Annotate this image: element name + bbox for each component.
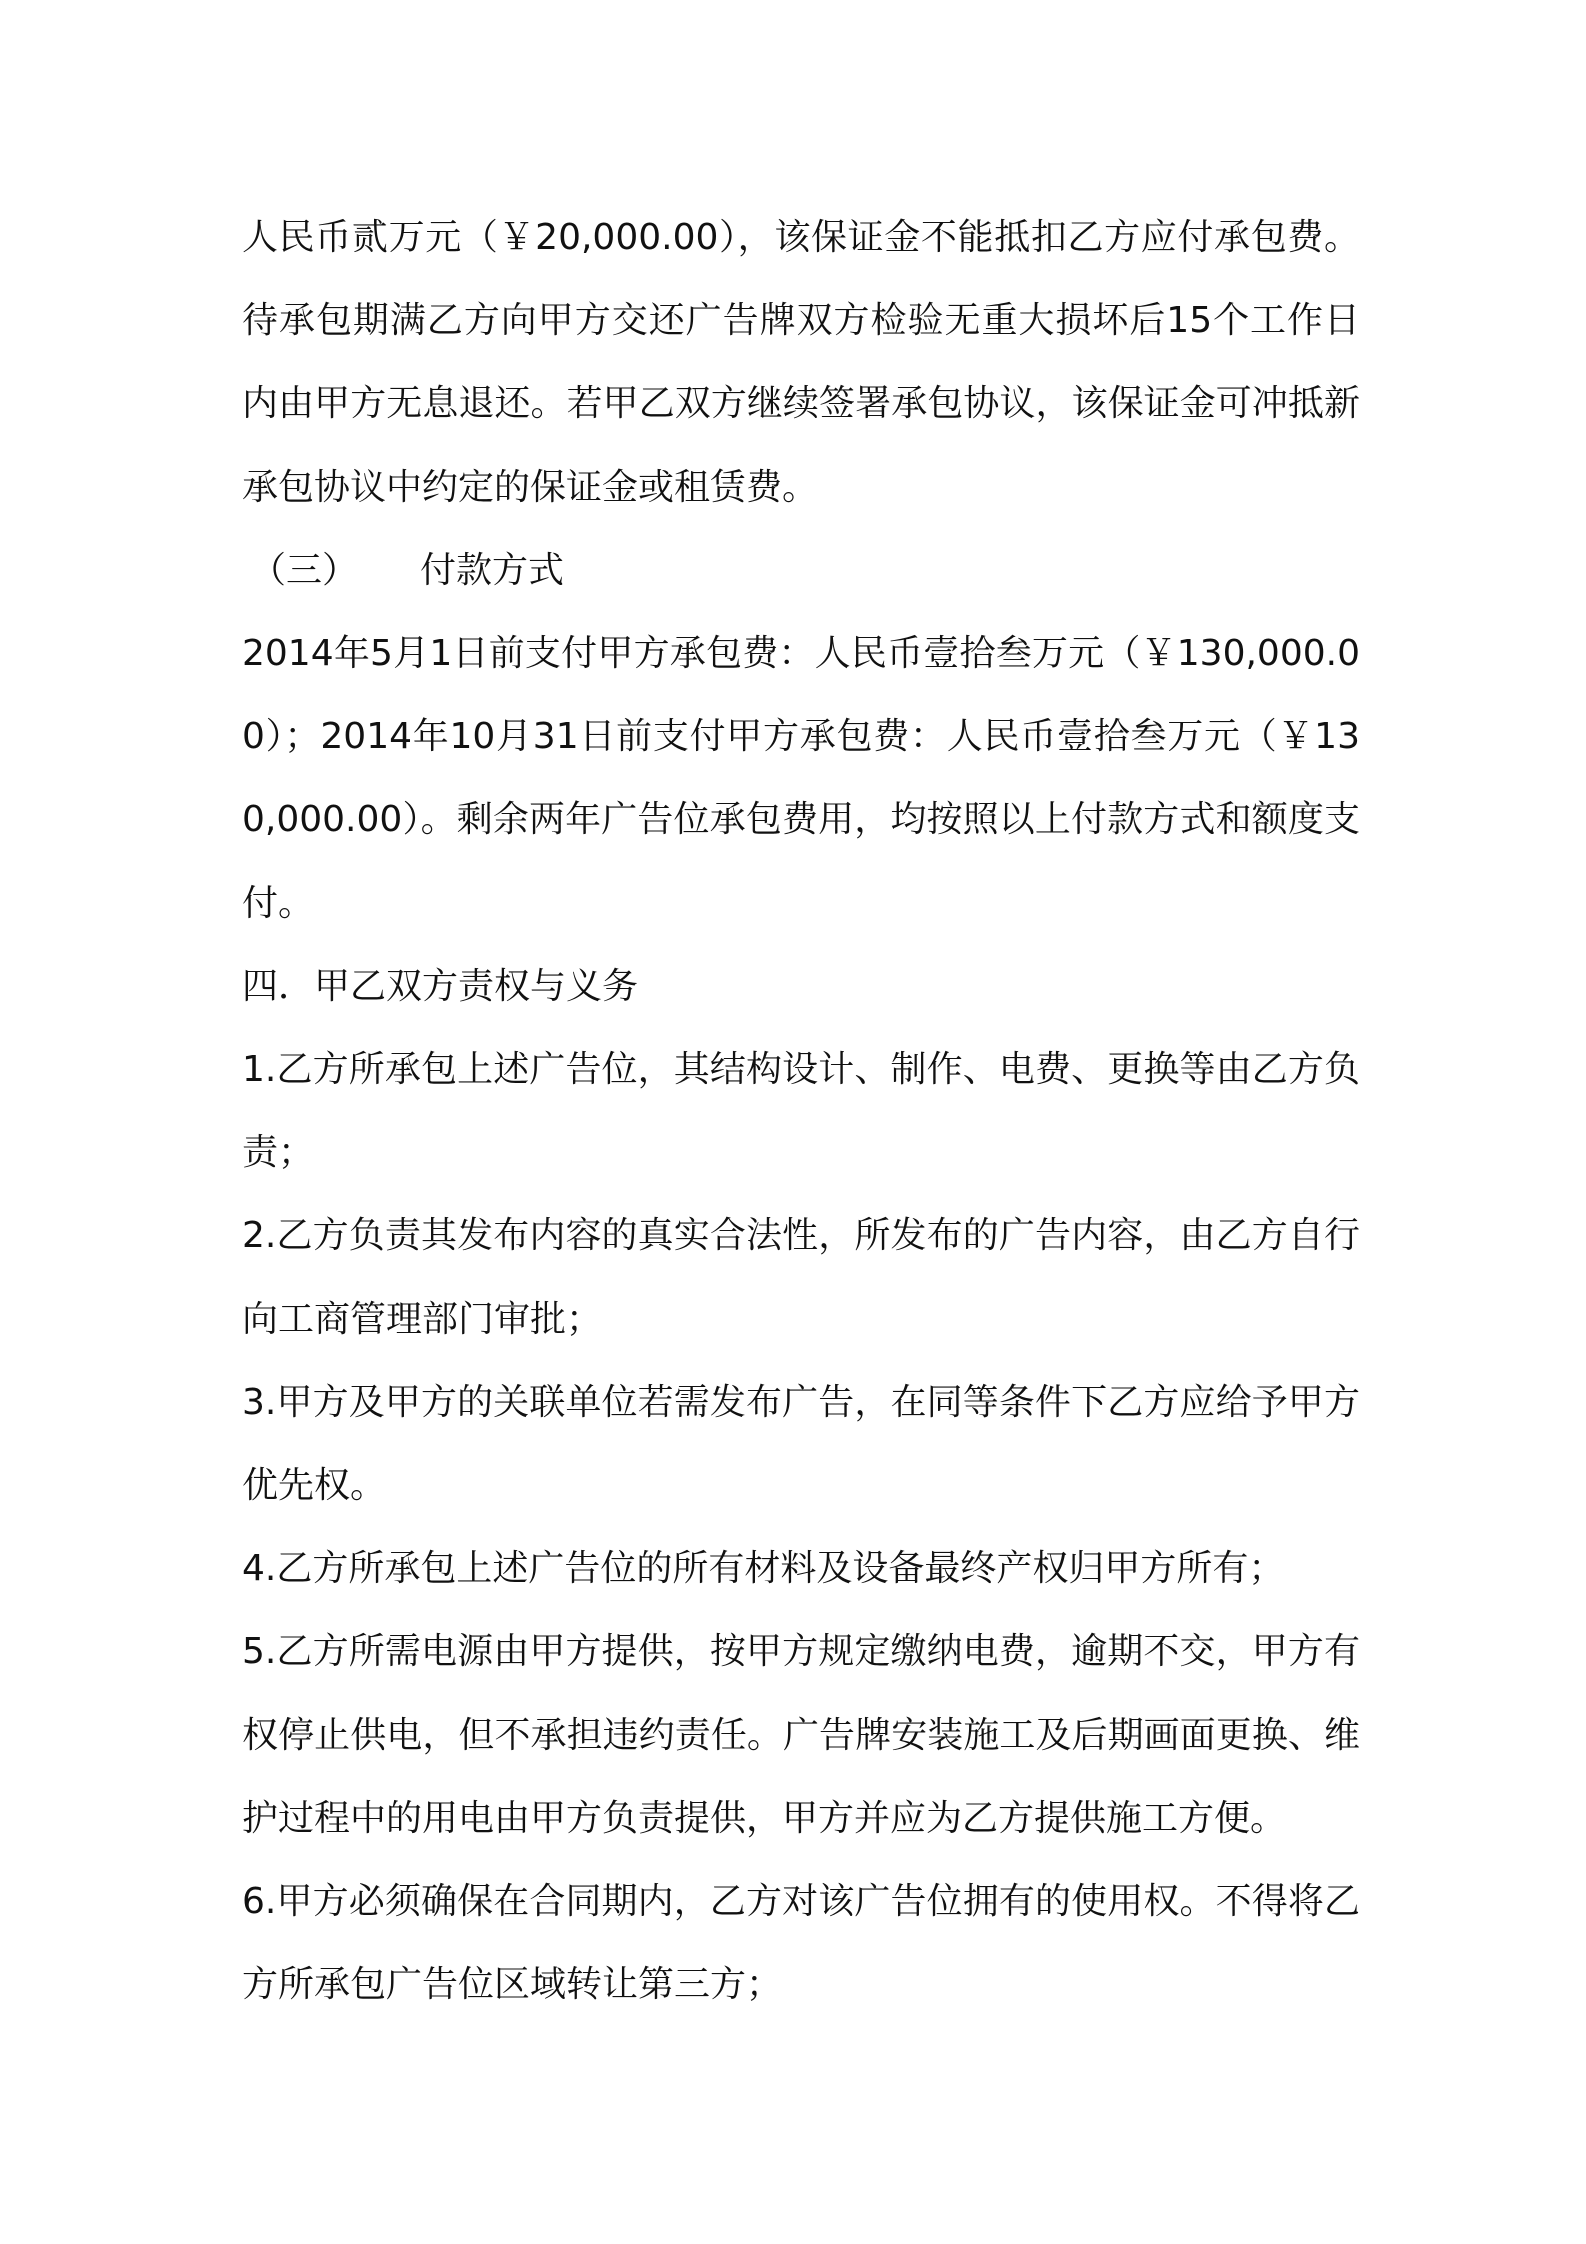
obligation-item-3: 3.甲方及甲方的关联单位若需发布广告，在同等条件下乙方应给予甲方优先权。 xyxy=(242,1381,1360,1507)
obligation-item-5: 5.乙方所需电源由甲方提供，按甲方规定缴纳电费，逾期不交，甲方有权停止供电，但不承担违约责任。广告牌安装施工及后期画面更换、维护过程中的用电由甲方负责提供，甲方并应为乙方提供施工方便。 xyxy=(242,1631,1360,1839)
obligation-item-1: 1.乙方所承包上述广告位，其结构设计、制作、电费、更换等由乙方负责； xyxy=(242,1049,1360,1174)
section-four-title: 四．甲乙双方责权与义务 xyxy=(242,965,639,1007)
obligation-item-4: 4.乙方所承包上述广告位的所有材料及设备最终产权归甲方所有； xyxy=(242,1548,1285,1590)
obligation-item-2: 2.乙方负责其发布内容的真实合法性，所发布的广告内容，由乙方自行向工商管理部门审批； xyxy=(242,1215,1360,1340)
obligation-item-6: 6.甲方必须确保在合同期内，乙方对该广告位拥有的使用权。不得将乙方所承包广告位区域转让第三方； xyxy=(242,1881,1360,2006)
document-body xyxy=(242,196,1360,2026)
section-three-title: 付款方式 xyxy=(420,549,565,591)
deposit-paragraph: 人民币贰万元（￥20,000.00），该保证金不能抵扣乙方应付承包费。待承包期满乙方向甲方交还广告牌双方检验无重大损坏后15个工作日内由甲方无息退还。若甲乙双方继续签署承包协议，该保证金可冲抵新承包协议中约定的保证金或租赁费。 xyxy=(242,217,1360,508)
section-three-marker: （三） xyxy=(250,549,359,591)
payment-terms-paragraph: 2014年5月1日前支付甲方承包费：人民币壹拾叁万元（￥130,000.00）；2014年10月31日前支付甲方承包费：人民币壹拾叁万元（￥130,000.00）。剩余两年广告位承包费用，均按照以上付款方式和额度支付。 xyxy=(242,633,1360,924)
section-three-heading xyxy=(242,529,1360,612)
